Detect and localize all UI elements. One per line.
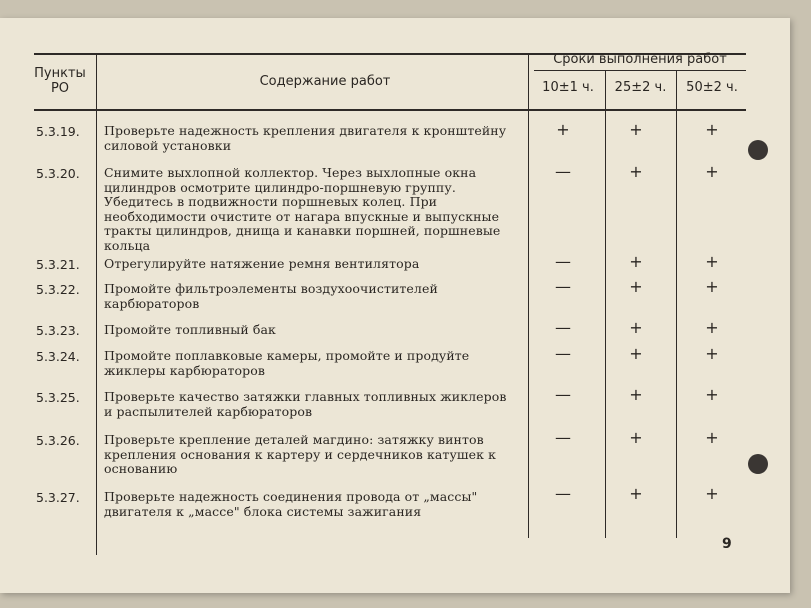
mark-col2: + bbox=[629, 344, 643, 363]
header-terms: Сроки выполнения работ bbox=[553, 52, 727, 67]
header-item: Пункты РО bbox=[34, 66, 86, 96]
mark-col2: + bbox=[629, 385, 643, 404]
mark-col1: + bbox=[556, 120, 570, 139]
binder-hole bbox=[748, 454, 768, 474]
mark-col1: — bbox=[555, 428, 571, 447]
header-col-25: 25±2 ч. bbox=[614, 80, 667, 95]
header-col-10: 10±1 ч. bbox=[542, 80, 594, 95]
row-number: 5.3.25. bbox=[36, 390, 80, 405]
mark-col1: — bbox=[555, 277, 571, 296]
row-number: 5.3.24. bbox=[36, 349, 80, 364]
row-text: Проверьте крепление деталей магдино: затяжку винтов крепления основания к картеру и сердечников катушек к основанию bbox=[104, 432, 497, 477]
vline-content bbox=[528, 53, 529, 538]
vline-col1 bbox=[605, 70, 606, 538]
binder-hole bbox=[748, 140, 768, 160]
mark-col3: + bbox=[705, 120, 719, 139]
mark-col3: + bbox=[705, 344, 719, 363]
mark-col2: + bbox=[629, 277, 643, 296]
row-number: 5.3.26. bbox=[36, 433, 80, 448]
mark-col1: — bbox=[555, 385, 571, 404]
mark-col1: — bbox=[555, 162, 571, 181]
row-text: Проверьте качество затяжки главных топливных жиклеров и распылителей карбюраторов bbox=[104, 389, 507, 419]
mark-col2: + bbox=[629, 318, 643, 337]
mark-col3: + bbox=[705, 428, 719, 447]
mark-col2: + bbox=[629, 484, 643, 503]
mark-col2: + bbox=[629, 252, 643, 271]
row-text: Проверьте надежность соединения провода от „массы" двигателя к „массе" блока системы зажигания bbox=[104, 489, 478, 519]
mark-col3: + bbox=[705, 162, 719, 181]
row-text: Промойте топливный бак bbox=[104, 322, 276, 337]
row-number: 5.3.21. bbox=[36, 257, 80, 272]
mark-col1: — bbox=[555, 484, 571, 503]
row-text: Отрегулируйте натяжение ремня вентилятора bbox=[104, 256, 420, 271]
mark-col2: + bbox=[629, 428, 643, 447]
header-bottom-rule bbox=[34, 109, 746, 111]
page-number: 9 bbox=[722, 536, 732, 552]
mark-col1: — bbox=[555, 318, 571, 337]
mark-col2: + bbox=[629, 162, 643, 181]
mark-col1: — bbox=[555, 344, 571, 363]
row-number: 5.3.27. bbox=[36, 490, 80, 505]
row-number: 5.3.20. bbox=[36, 166, 80, 181]
mark-col3: + bbox=[705, 277, 719, 296]
row-number: 5.3.19. bbox=[36, 124, 80, 139]
row-number: 5.3.22. bbox=[36, 282, 80, 297]
header-content: Содержание работ bbox=[259, 74, 391, 89]
header-col-50: 50±2 ч. bbox=[686, 80, 738, 95]
mark-col2: + bbox=[629, 120, 643, 139]
row-text: Снимите выхлопной коллектор. Через выхлопные окна цилиндров осмотрите цилиндро-поршневую группу. Убедитесь в подвижности поршневых колец. При необходимости очистите от нагара впускные и выпускные тракты цилиндров, днища и канавки поршней, поршневые кольца bbox=[104, 165, 501, 253]
mark-col3: + bbox=[705, 318, 719, 337]
mark-col3: + bbox=[705, 252, 719, 271]
row-text: Проверьте надежность крепления двигателя к кронштейну силовой установки bbox=[104, 123, 507, 153]
vline-col2 bbox=[676, 70, 677, 538]
terms-sub-rule bbox=[534, 70, 746, 71]
row-text: Промойте фильтроэлементы воздухоочистителей карбюраторов bbox=[104, 281, 438, 311]
mark-col3: + bbox=[705, 484, 719, 503]
document-page bbox=[0, 18, 790, 593]
mark-col3: + bbox=[705, 385, 719, 404]
row-text: Промойте поплавковые камеры, промойте и продуйте жиклеры карбюраторов bbox=[104, 348, 470, 378]
mark-col1: — bbox=[555, 252, 571, 271]
row-number: 5.3.23. bbox=[36, 323, 80, 338]
vline-item bbox=[96, 53, 97, 555]
